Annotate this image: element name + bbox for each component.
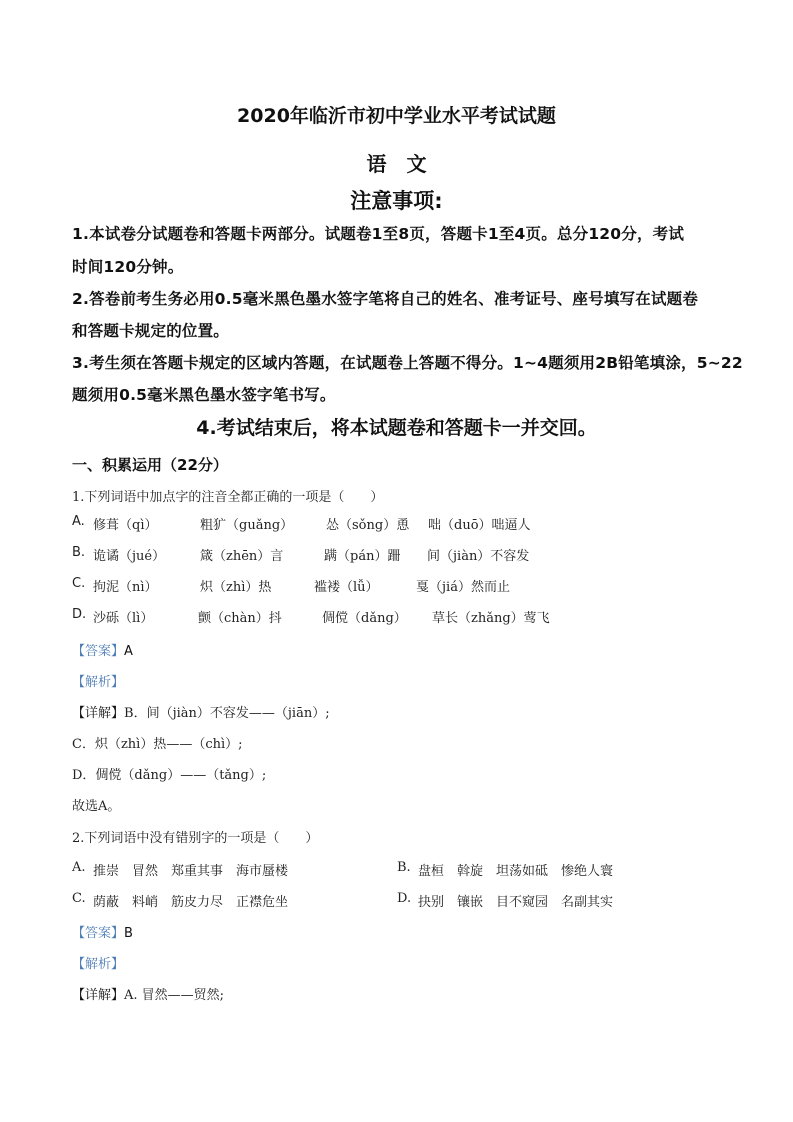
option-item: 咄（duō）咄逼人 (428, 518, 531, 533)
answer-value: B (124, 926, 133, 941)
option-item: 箴（zhēn）言 (200, 549, 284, 564)
question-2-stem: 2.下列词语中没有错别字的一项是（ ） (72, 831, 319, 846)
question-2-detail-line-1 (72, 984, 224, 1003)
option-text: 荫蔽 料峭 筋皮力尽 正襟危坐 (93, 895, 289, 910)
notice-line-1b: 时间120分钟。 (72, 258, 184, 276)
notice-line-2: 2.答卷前考生务必用0.5毫米黑色墨水签字笔将自己的姓名、准考证号、座号填写在试题卷 (72, 290, 699, 308)
option-label: B. (72, 545, 86, 560)
question-1-answer (72, 640, 133, 659)
option-text: 推崇 冒然 郑重其事 海市蜃楼 (93, 864, 289, 879)
option-label: A. (72, 514, 85, 529)
option-item: 沙砾（lì） (93, 611, 154, 626)
option-item: 颤（chàn）抖 (198, 611, 282, 626)
option-item: 褴褛（lǚ） (314, 580, 379, 595)
question-2-answer (72, 922, 133, 941)
exam-title: 2020年临沂市初中学业水平考试试题 (237, 105, 556, 127)
question-1-detail-line-3: D．倜傥（dǎng）——（tǎng）; (72, 768, 267, 783)
detail-label: 【详解】 (72, 706, 125, 721)
question-1-stem: 1.下列词语中加点字的注音全都正确的一项是（ ） (72, 490, 384, 505)
option-item: 诡谲（jué） (93, 549, 166, 564)
notice-line-4: 4.考试结束后，将本试题卷和答题卡一并交回。 (196, 417, 597, 439)
question-1-detail-line-2: C．炽（zhì）热——（chì）; (72, 737, 243, 752)
answer-label: 【答案】 (72, 926, 125, 941)
detail-label: 【详解】 (72, 988, 125, 1003)
question-2-analysis-label: 【解析】 (72, 957, 125, 972)
option-label: A. (72, 860, 86, 875)
question-1-detail-line-1 (72, 702, 330, 721)
answer-value: A (124, 644, 133, 659)
option-item: 间（jiàn）不容发 (427, 549, 530, 564)
option-item: 怂（sǒng）恿 (326, 518, 410, 533)
option-item: 修葺（qì） (93, 518, 158, 533)
answer-label: 【答案】 (72, 644, 125, 659)
option-item: 粗犷（guǎng） (200, 518, 294, 533)
question-1-analysis-label: 【解析】 (72, 675, 125, 690)
option-item: 拘泥（nì） (93, 580, 158, 595)
option-item: 草长（zhǎng）莺飞 (432, 611, 550, 626)
option-label: C. (72, 576, 86, 591)
notice-line-1: 1.本试卷分试题卷和答题卡两部分。试题卷1至8页，答题卡1至4页。总分120分，考试 (72, 225, 685, 243)
option-item: 戛（jiá）然而止 (416, 580, 510, 595)
option-item: 炽（zhì）热 (200, 580, 272, 595)
option-label: D. (72, 607, 87, 622)
detail-text: B．间（jiàn）不容发——（jiān）; (124, 706, 330, 721)
notice-line-3: 3.考生须在答题卡规定的区域内答题，在试题卷上答题不得分。1~4题须用2B铅笔填涂，5~22 (72, 354, 743, 372)
section-heading: 一、积累运用（22分） (72, 456, 228, 474)
detail-text: A. 冒然——贸然; (124, 988, 225, 1003)
notice-line-3b: 题须用0.5毫米黑色墨水签字笔书写。 (72, 386, 336, 404)
option-item: 蹒（pán）跚 (324, 549, 401, 564)
option-label: B. (397, 860, 411, 875)
subject-title: 语文 (366, 152, 447, 176)
option-label: D. (397, 891, 412, 906)
option-label: C. (72, 891, 86, 906)
notice-heading: 注意事项: (350, 189, 443, 213)
question-1-conclusion: 故选A。 (72, 799, 121, 814)
option-text: 盘桓 斡旋 坦荡如砥 惨绝人寰 (418, 864, 614, 879)
notice-line-2b: 和答题卡规定的位置。 (72, 322, 230, 340)
option-item: 倜傥（dǎng） (322, 611, 407, 626)
option-text: 抉别 镶嵌 目不窥园 名副其实 (418, 895, 614, 910)
